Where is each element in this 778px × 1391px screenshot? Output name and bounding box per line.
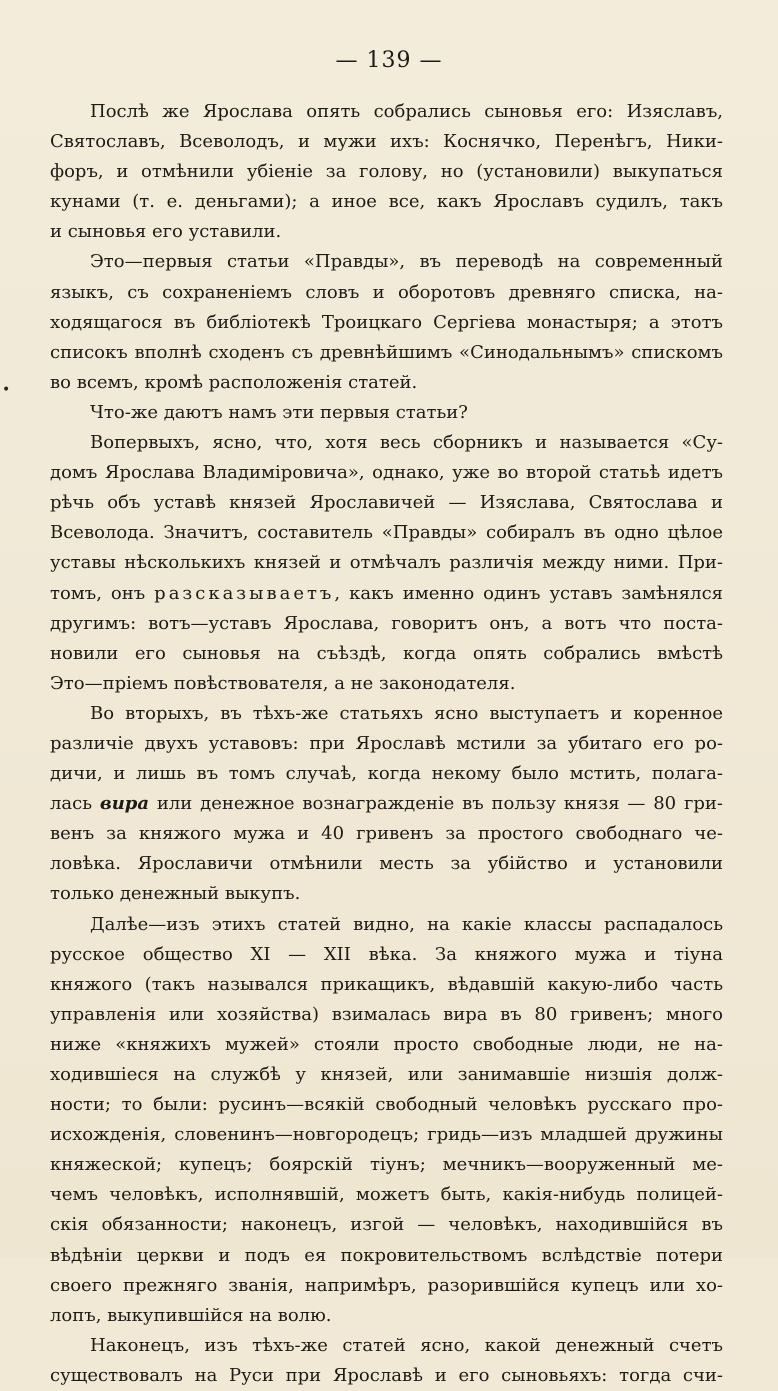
- text-line: своего прежняго званія, напримѣръ, разорившійся купецъ или хо-: [50, 1274, 723, 1296]
- text-line: ности; то были: русинъ—всякій свободный человѣкъ русскаго про-: [50, 1094, 723, 1116]
- text-segment: томъ, онъ: [50, 582, 155, 604]
- text-line: списокъ вполнѣ сходенъ съ древнѣйшимъ «Синодальнымъ» спискомъ: [50, 341, 723, 363]
- text-line: Всеволода. Значитъ, составитель «Правды» собиралъ въ одно цѣлое: [50, 522, 723, 544]
- text-line: во всемъ, кромѣ расположенія статей.: [50, 371, 418, 393]
- text-line: рѣчь объ уставѣ князей Ярославичей — Изяслава, Святослава и: [50, 492, 723, 514]
- body-text: [50, 97, 723, 1391]
- text-line: ходившіеся на службѣ у князей, или занимавшіе низшія долж-: [50, 1064, 723, 1085]
- text-line: вѣдѣніи церкви и подъ ея покровительствомъ вслѣдствіе потери: [50, 1244, 723, 1266]
- text-segment: лась: [50, 793, 100, 815]
- text-line: ловѣка. Ярославичи отмѣнили месть за убійство и установили: [50, 853, 723, 875]
- text-line: [50, 789, 723, 819]
- text-segment: , какъ именно одинъ уставъ замѣнялся: [334, 582, 723, 604]
- text-line: Во вторыхъ, въ тѣхъ-же статьяхъ ясно выступаетъ и коренное: [90, 702, 723, 724]
- text-line: Святославъ, Всеволодъ, и мужи ихъ: Коснячко, Перенѣгъ, Ники-: [50, 131, 723, 153]
- text-line: чемъ человѣкъ, исполнявшій, можетъ быть, какія-нибудь полицей-: [50, 1184, 723, 1206]
- text-line: скія обязанности; наконецъ, изгой — человѣкъ, находившійся въ: [50, 1214, 723, 1236]
- text-line: русское общество XI — XII вѣка. За княжого мужа и тіуна: [50, 943, 723, 965]
- text-line: языкъ, съ сохраненіемъ словъ и оборотовъ древняго списка, на-: [50, 281, 723, 303]
- text-line: форъ, и отмѣнили убіеніе за голову, но (установили) выкупаться: [50, 161, 723, 183]
- text-line: Далѣе—изъ этихъ статей видно, на какіе классы распадалось: [90, 913, 723, 935]
- text-line: исхожденія, словенинъ—новгородецъ; гридь—изъ младшей дружины: [50, 1124, 723, 1146]
- text-line: уставы нѣсколькихъ князей и отмѣчалъ различія между ними. При-: [50, 552, 723, 574]
- text-line: Вопервыхъ, ясно, что, хотя весь сборникъ и называется «Су-: [90, 432, 723, 454]
- text-line: [50, 579, 723, 609]
- text-line: управленія или хозяйства) взималась вира въ 80 гривенъ; много: [50, 1003, 723, 1025]
- text-line: кунами (т. е. деньгами); а иное все, какъ Ярославъ судилъ, такъ: [50, 191, 723, 213]
- page-number: — 139 —: [335, 48, 443, 73]
- text-line: домъ Ярослава Владиміровича», однако, уже во второй статьѣ идетъ: [50, 462, 723, 484]
- text-line: ходящагося въ библіотекѣ Троицкаго Сергіева монастыря; а этотъ: [50, 311, 723, 333]
- italic-term: вира: [99, 793, 150, 815]
- text-line: существовалъ на Руси при Ярославѣ и его сыновьяхъ: тогда счи-: [50, 1364, 723, 1386]
- spaced-emphasis: разсказываетъ: [154, 582, 335, 604]
- text-segment: или денежное вознагражденіе въ пользу князя — 80 гри-: [149, 793, 723, 815]
- text-line: только денежный выкупъ.: [50, 883, 301, 905]
- text-line: ниже «княжихъ мужей» стояли просто свободные люди, не на-: [50, 1033, 723, 1055]
- text-line: Это—первыя статьи «Правды», въ переводѣ на современный: [90, 251, 723, 273]
- text-line: новили его сыновья на съѣздѣ, когда опять собрались вмѣстѣ: [50, 642, 723, 664]
- text-line: Послѣ же Ярослава опять собрались сыновья его: Изяславъ,: [90, 101, 723, 122]
- text-line: княжого (такъ назывался прикащикъ, вѣдавшій какую-либо часть: [50, 973, 723, 995]
- text-line: Это—пріемъ повѣствователя, а не законодателя.: [50, 672, 516, 694]
- text-line: лопъ, выкупившійся на волю.: [50, 1304, 332, 1326]
- text-line: Наконецъ, изъ тѣхъ-же статей ясно, какой денежный счетъ: [90, 1334, 723, 1356]
- text-line: дичи, и лишь въ томъ случаѣ, когда некому было мстить, полага-: [50, 763, 723, 785]
- text-line: различіе двухъ уставовъ: при Ярославѣ мстили за убитаго его ро-: [50, 732, 723, 754]
- text-line: венъ за княжого мужа и 40 гривенъ за простого свободнаго че-: [50, 823, 723, 845]
- text-line: Что-же даютъ намъ эти первыя статьи?: [90, 401, 468, 423]
- text-line: другимъ: вотъ—уставъ Ярослава, говоритъ онъ, а вотъ что поста-: [50, 612, 723, 634]
- margin-mark: •: [2, 382, 11, 398]
- text-line: княжеской; купецъ; боярскій тіунъ; мечникъ—вооруженный ме-: [50, 1154, 723, 1176]
- text-line: и сыновья его уставили.: [50, 221, 282, 243]
